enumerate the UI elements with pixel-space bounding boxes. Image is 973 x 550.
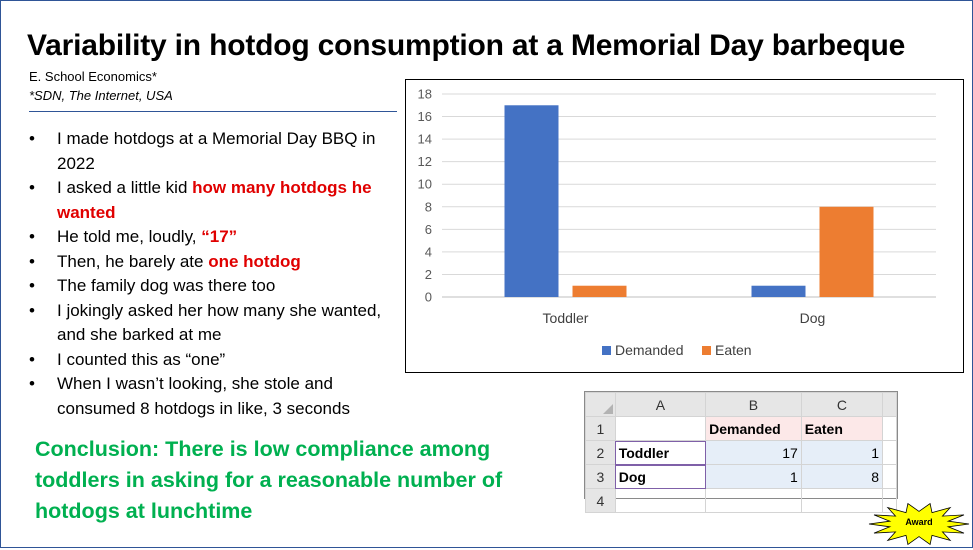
legend-swatch [602, 346, 611, 355]
sheet-cell[interactable]: Dog [615, 465, 705, 489]
sheet-cell[interactable]: Eaten [801, 417, 882, 441]
column-header[interactable]: C [801, 393, 882, 417]
bullet-item [23, 274, 403, 299]
sheet-cell[interactable]: Demanded [706, 417, 802, 441]
y-tick-label: 6 [424, 221, 432, 237]
sheet-cell[interactable] [615, 417, 705, 441]
bullet-item [23, 348, 403, 373]
award-label: Award [905, 517, 933, 527]
bullet-text: I made hotdogs at a Memorial Day BBQ in 2022 [57, 129, 376, 173]
bar-eaten-dog [820, 207, 874, 297]
spreadsheet-table [585, 392, 897, 513]
bullet-highlight-text: one hotdog [208, 251, 301, 271]
bullet-text: I asked a little kid [57, 178, 193, 197]
column-header[interactable]: B [706, 393, 802, 417]
affiliation-line: *SDN, The Internet, USA [29, 88, 173, 103]
bullet-item [23, 372, 403, 421]
bullet-highlight-text: how many hotdogs he wanted [57, 178, 372, 222]
row-header[interactable]: 4 [586, 489, 616, 513]
sheet-row [586, 417, 897, 441]
bullet-item [23, 250, 403, 275]
bar-demanded-toddler [505, 105, 559, 297]
bar-chart [405, 79, 964, 373]
bar-chart-svg [406, 80, 963, 372]
y-tick-label: 14 [417, 131, 432, 147]
bullet-text: I jokingly asked her how many she wanted, and she barked at me [57, 300, 382, 344]
bullet-text: I counted this as “one” [57, 349, 226, 369]
sheet-cell[interactable] [615, 489, 705, 513]
bullet-highlight-text: “17” [201, 227, 238, 246]
conclusion-text: Conclusion: There is low compliance among toddlers in asking for a reasonable number of hotdogs at lunchtime [35, 437, 503, 523]
sheet-cell[interactable]: 1 [706, 465, 802, 489]
bullet-text: He told me, loudly, [57, 227, 202, 246]
row-header[interactable]: 1 [586, 417, 616, 441]
spreadsheet-snippet [584, 391, 898, 509]
bullet-text: The family dog was there too [57, 276, 276, 295]
y-tick-label: 0 [424, 289, 432, 305]
x-category-label: Toddler [542, 310, 589, 326]
sheet-row [586, 465, 897, 489]
sheet-cell[interactable]: 17 [706, 441, 802, 465]
slide-title: Variability in hotdog consumption at a Memorial Day barbeque [27, 29, 906, 62]
bar-eaten-toddler [573, 286, 627, 297]
y-tick-label: 8 [424, 199, 432, 215]
sheet-row [586, 441, 897, 465]
sheet-cell[interactable] [706, 489, 802, 513]
legend-label: Demanded [615, 342, 684, 358]
select-all-corner[interactable] [586, 393, 616, 417]
column-header-partial[interactable] [883, 393, 897, 417]
row-header[interactable]: 2 [586, 441, 616, 465]
bullet-text: Then, he barely ate [57, 251, 209, 271]
sheet-cell-partial[interactable] [883, 465, 897, 489]
row-header[interactable]: 3 [586, 465, 616, 489]
legend-label: Eaten [715, 342, 752, 358]
column-header[interactable]: A [615, 393, 705, 417]
sheet-cell[interactable]: Toddler [615, 441, 705, 465]
y-tick-label: 10 [417, 176, 432, 192]
legend-swatch [702, 346, 711, 355]
author-line: E. School Economics* [29, 69, 157, 84]
sheet-header-row [586, 393, 897, 417]
sheet-cell[interactable]: 8 [801, 465, 882, 489]
x-category-label: Dog [799, 310, 826, 326]
sheet-row [586, 489, 897, 513]
bullet-item [23, 299, 403, 348]
bullet-list [23, 127, 403, 421]
bar-demanded-dog [752, 286, 806, 297]
award-badge [867, 503, 971, 545]
sheet-cell-partial[interactable] [883, 441, 897, 465]
y-tick-label: 2 [424, 266, 432, 282]
header-divider [29, 111, 397, 112]
y-tick-label: 16 [417, 109, 432, 125]
bullet-item [23, 127, 403, 176]
y-tick-label: 18 [417, 86, 432, 102]
y-tick-label: 4 [424, 244, 432, 260]
sheet-cell-partial[interactable] [883, 417, 897, 441]
bullet-text: When I wasn’t looking, she stole and consumed 8 hotdogs in like, 3 seconds [57, 374, 350, 418]
bullet-item [23, 176, 403, 225]
bullet-item [23, 225, 403, 250]
sheet-cell[interactable]: 1 [801, 441, 882, 465]
y-tick-label: 12 [417, 154, 432, 170]
